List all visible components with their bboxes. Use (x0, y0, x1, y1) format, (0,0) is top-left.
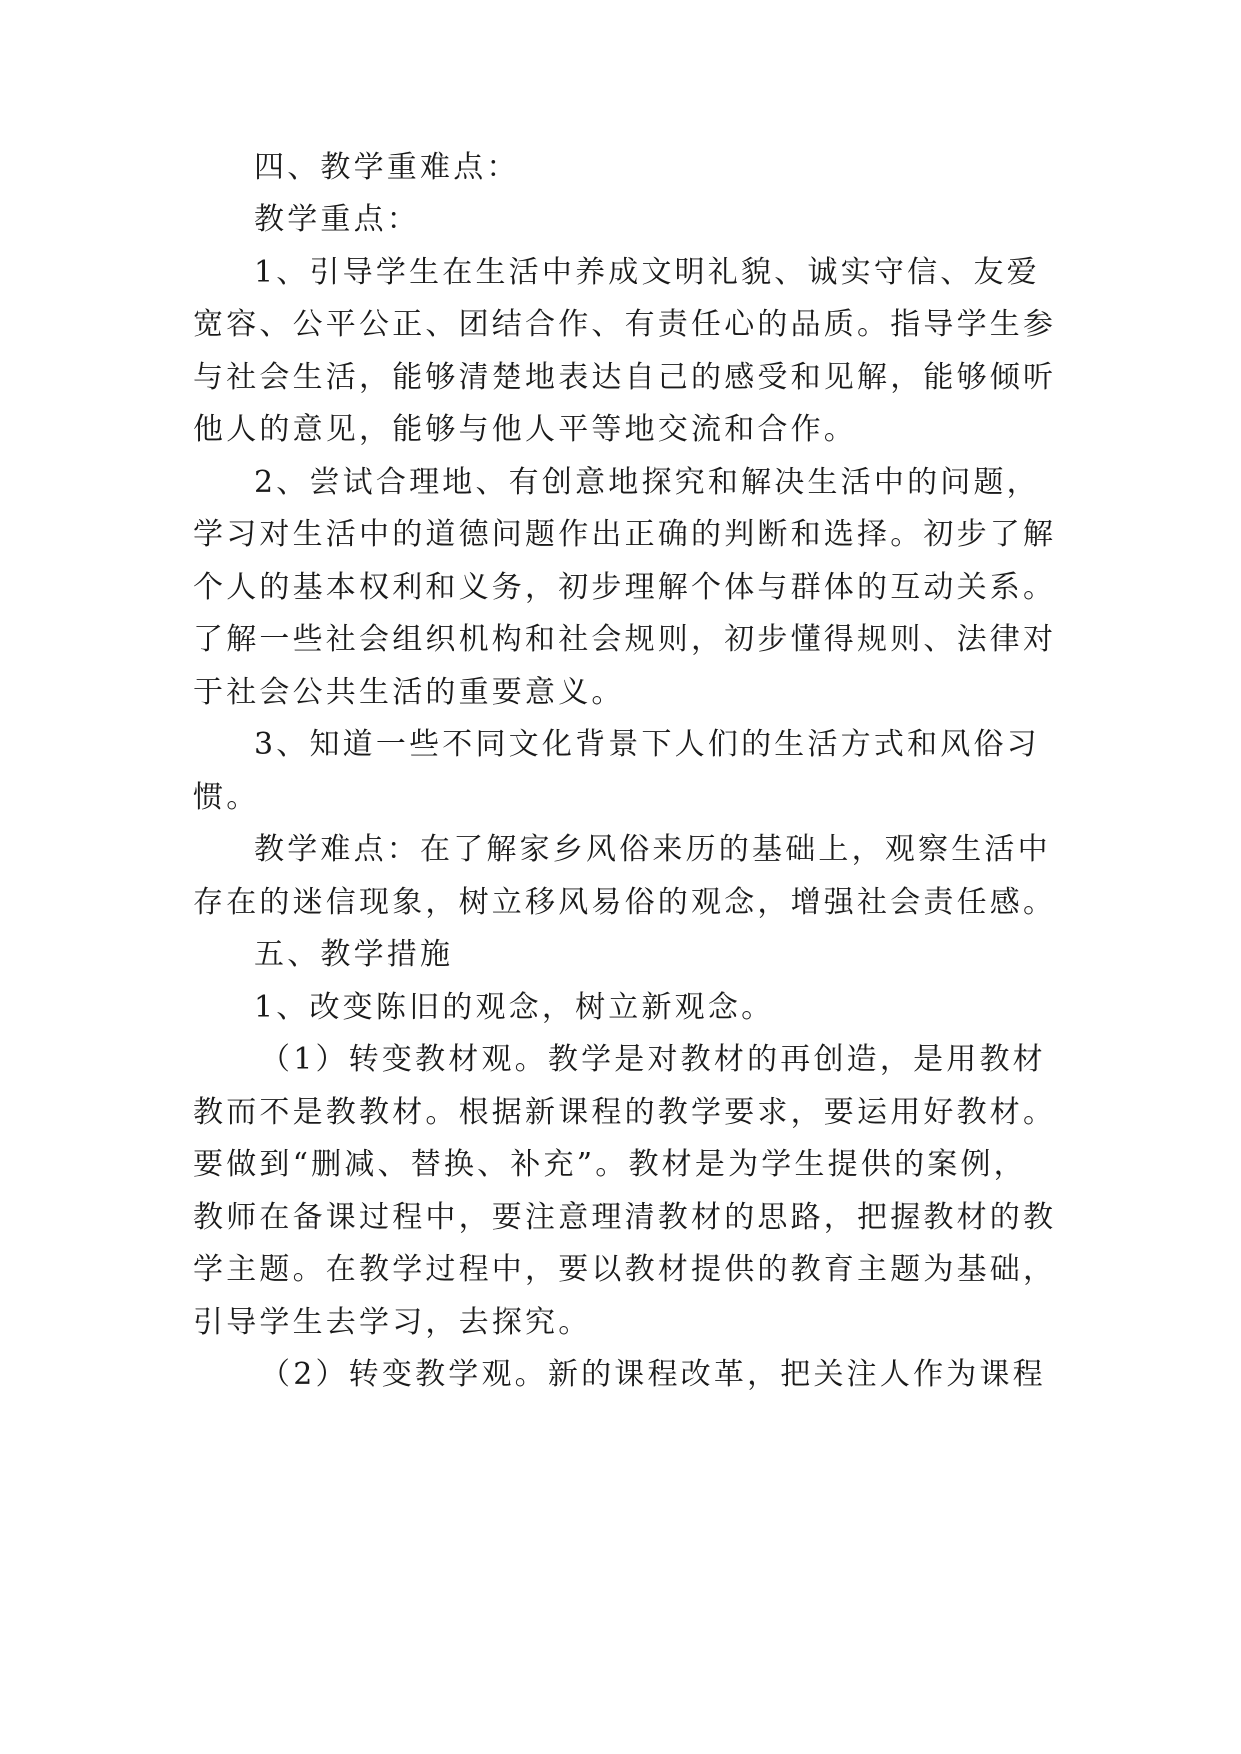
text-line: 1、引导学生在生活中养成文明礼貌、诚实守信、友爱 (254, 255, 1040, 290)
text-line: 3、知道一些不同文化背景下人们的生活方式和风俗习 (254, 727, 1040, 762)
text-line: 与社会生活，能够清楚地表达自己的感受和见解，能够倾听 (193, 360, 1057, 395)
text-line: （1）转变教材观。教学是对教材的再创造，是用教材 (260, 1042, 1046, 1077)
text-line: 学习对生活中的道德问题作出正确的判断和选择。初步了解 (193, 517, 1057, 552)
text-line: 1、改变陈旧的观念，树立新观念。 (254, 990, 775, 1025)
text-line: 惯。 (193, 780, 260, 815)
heading-teaching-measures: 五、教学措施 (254, 937, 454, 972)
text-line: 教学难点：在了解家乡风俗来历的基础上，观察生活中 (254, 832, 1051, 867)
text-line: 他人的意见，能够与他人平等地交流和合作。 (193, 412, 857, 447)
text-line: 学主题。在教学过程中，要以教材提供的教育主题为基础， (193, 1252, 1057, 1287)
heading-key-difficult-points: 四、教学重难点： (254, 150, 520, 185)
text-line: 了解一些社会组织机构和社会规则，初步懂得规则、法律对 (193, 622, 1057, 657)
subheading-key-points: 教学重点： (254, 202, 420, 237)
text-line: 引导学生去学习，去探究。 (193, 1305, 592, 1340)
text-line: 于社会公共生活的重要意义。 (193, 675, 625, 710)
text-line: 存在的迷信现象，树立移风易俗的观念，增强社会责任感。 (193, 885, 1057, 920)
text-line: 教师在备课过程中，要注意理清教材的思路，把握教材的教 (193, 1200, 1057, 1235)
text-line: 宽容、公平公正、团结合作、有责任心的品质。指导学生参 (193, 307, 1057, 342)
text-line: 要做到“删减、替换、补充”。教材是为学生提供的案例， (193, 1147, 1027, 1182)
text-line: 教而不是教教材。根据新课程的教学要求，要运用好教材。 (193, 1095, 1057, 1130)
text-line: 2、尝试合理地、有创意地探究和解决生活中的问题， (254, 465, 1040, 500)
text-line: 个人的基本权利和义务，初步理解个体与群体的互动关系。 (193, 570, 1057, 605)
text-line: （2）转变教学观。新的课程改革，把关注人作为课程 (260, 1357, 1046, 1392)
